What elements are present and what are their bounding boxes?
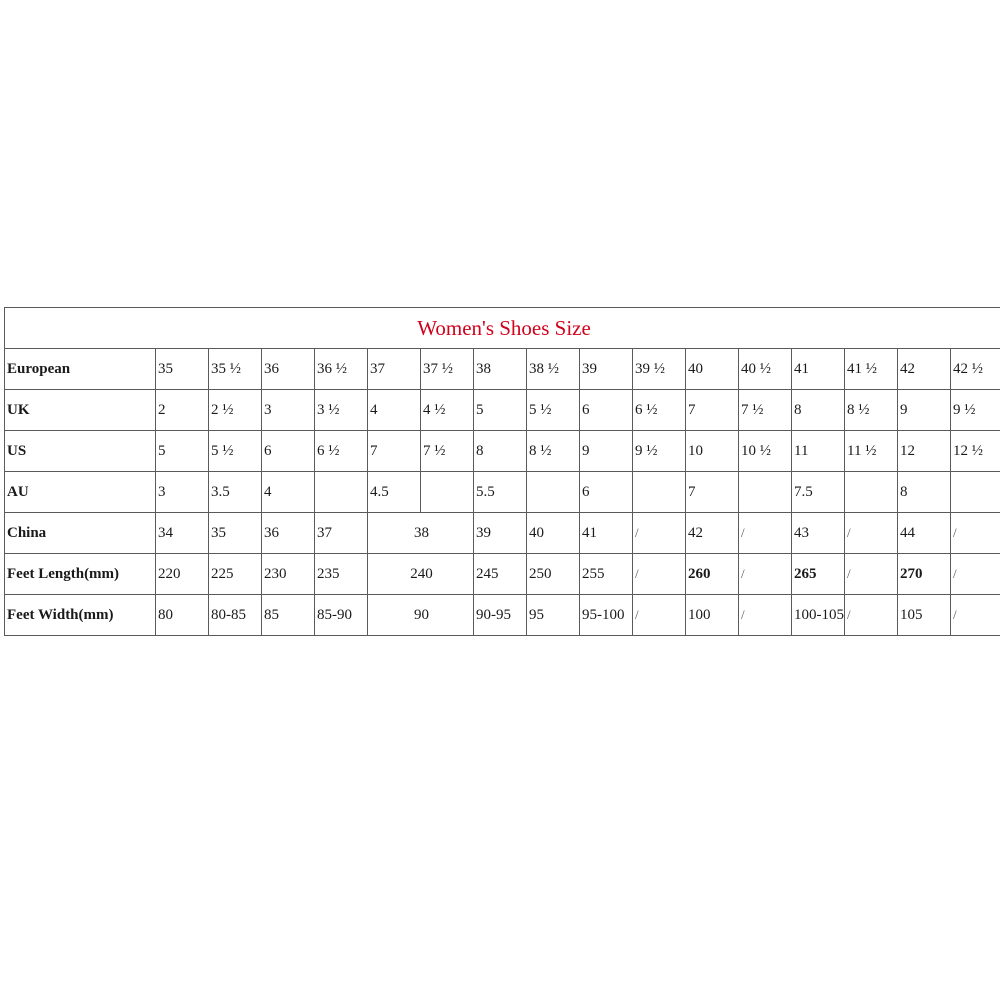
table-cell: 39 <box>580 349 633 390</box>
table-cell: 10 ½ <box>739 431 792 472</box>
table-cell: 3 <box>262 390 315 431</box>
table-cell: 5.5 <box>474 472 527 513</box>
table-cell: / <box>845 513 898 554</box>
table-row-au <box>5 472 1000 513</box>
table-row-us <box>5 431 1000 472</box>
table-row-uk <box>5 390 1000 431</box>
table-cell: 42 <box>686 513 739 554</box>
table-cell: 40 <box>527 513 580 554</box>
table-cell: 39 ½ <box>633 349 686 390</box>
table-cell: 9 <box>898 390 951 431</box>
table-cell: / <box>845 595 898 636</box>
table-cell: / <box>633 554 686 595</box>
table-cell: 43 <box>792 513 845 554</box>
table-cell: 225 <box>209 554 262 595</box>
table-cell: 11 <box>792 431 845 472</box>
table-cell: 34 <box>156 513 209 554</box>
table-cell: 39 <box>474 513 527 554</box>
table-cell: 38 ½ <box>527 349 580 390</box>
table-cell: 255 <box>580 554 633 595</box>
table-cell: 6 ½ <box>315 431 368 472</box>
table-cell: 3.5 <box>209 472 262 513</box>
table-cell: 100-105 <box>792 595 845 636</box>
table-cell: 270 <box>898 554 951 595</box>
table-cell: 41 <box>792 349 845 390</box>
table-cell: 95 <box>527 595 580 636</box>
table-cell: 265 <box>792 554 845 595</box>
row-label-au: AU <box>5 472 156 513</box>
table-cell <box>739 472 792 513</box>
table-cell: 235 <box>315 554 368 595</box>
table-cell: 12 <box>898 431 951 472</box>
table-cell: 260 <box>686 554 739 595</box>
table-cell: 3 <box>156 472 209 513</box>
table-cell: 6 <box>580 390 633 431</box>
table-cell: 7 ½ <box>421 431 474 472</box>
table-cell: / <box>739 554 792 595</box>
table-cell: / <box>739 595 792 636</box>
table-cell: 35 ½ <box>209 349 262 390</box>
row-label-european: European <box>5 349 156 390</box>
table-cell <box>315 472 368 513</box>
table-cell: / <box>633 513 686 554</box>
table-cell: 8 <box>792 390 845 431</box>
table-cell <box>527 472 580 513</box>
table-cell: 38 <box>368 513 474 554</box>
table-cell: 85-90 <box>315 595 368 636</box>
table-cell: / <box>951 554 1000 595</box>
table-cell: 7 <box>686 472 739 513</box>
table-cell: 90 <box>368 595 474 636</box>
table-cell: 9 ½ <box>951 390 1000 431</box>
table-cell: 100 <box>686 595 739 636</box>
table-cell: 41 <box>580 513 633 554</box>
table-cell: 37 ½ <box>421 349 474 390</box>
table-cell: 5 <box>474 390 527 431</box>
table-cell: 6 ½ <box>633 390 686 431</box>
table-cell <box>951 472 1000 513</box>
table-cell: 5 <box>156 431 209 472</box>
row-label-us: US <box>5 431 156 472</box>
table-cell: 44 <box>898 513 951 554</box>
table-cell: 4 ½ <box>421 390 474 431</box>
table-cell: 36 <box>262 513 315 554</box>
table-cell: 9 ½ <box>633 431 686 472</box>
table-cell: 11 ½ <box>845 431 898 472</box>
table-cell: 4 <box>262 472 315 513</box>
table-cell: 35 <box>209 513 262 554</box>
table-cell: 240 <box>368 554 474 595</box>
table-cell: 35 <box>156 349 209 390</box>
table-cell: 5 ½ <box>209 431 262 472</box>
table-cell: / <box>951 513 1000 554</box>
table-cell: 90-95 <box>474 595 527 636</box>
table-cell: 80-85 <box>209 595 262 636</box>
table-cell: 250 <box>527 554 580 595</box>
row-label-china: China <box>5 513 156 554</box>
table-cell: / <box>633 595 686 636</box>
chart-title: Women's Shoes Size <box>5 308 1000 349</box>
row-label-uk: UK <box>5 390 156 431</box>
table-cell: 8 <box>898 472 951 513</box>
table-cell: 4.5 <box>368 472 421 513</box>
table-cell: 80 <box>156 595 209 636</box>
table-cell: 2 ½ <box>209 390 262 431</box>
table-cell: 42 ½ <box>951 349 1000 390</box>
table-cell: 4 <box>368 390 421 431</box>
size-chart-table <box>4 307 1000 636</box>
table-cell: 105 <box>898 595 951 636</box>
table-cell: 6 <box>262 431 315 472</box>
table-row-european <box>5 349 1000 390</box>
table-cell: 5 ½ <box>527 390 580 431</box>
table-cell <box>633 472 686 513</box>
table-cell: / <box>845 554 898 595</box>
table-cell: 7 <box>368 431 421 472</box>
table-cell: / <box>951 595 1000 636</box>
table-cell <box>421 472 474 513</box>
table-cell: 38 <box>474 349 527 390</box>
row-label-feet-width: Feet Width(mm) <box>5 595 156 636</box>
table-row-china <box>5 513 1000 554</box>
table-cell: 6 <box>580 472 633 513</box>
table-row-feet-length <box>5 554 1000 595</box>
table-cell: 37 <box>368 349 421 390</box>
table-cell: 230 <box>262 554 315 595</box>
table-cell: 41 ½ <box>845 349 898 390</box>
table-cell: 7.5 <box>792 472 845 513</box>
title-row <box>5 308 1000 349</box>
table-cell: 10 <box>686 431 739 472</box>
table-cell: 7 ½ <box>739 390 792 431</box>
table-cell: 40 <box>686 349 739 390</box>
table-cell: 220 <box>156 554 209 595</box>
table-cell: 36 <box>262 349 315 390</box>
table-cell: 2 <box>156 390 209 431</box>
table-cell <box>845 472 898 513</box>
table-cell: 7 <box>686 390 739 431</box>
table-cell: 40 ½ <box>739 349 792 390</box>
table-cell: 36 ½ <box>315 349 368 390</box>
table-cell: 245 <box>474 554 527 595</box>
table-cell: 3 ½ <box>315 390 368 431</box>
table-cell: 42 <box>898 349 951 390</box>
table-row-feet-width <box>5 595 1000 636</box>
table-cell: 8 <box>474 431 527 472</box>
row-label-feet-length: Feet Length(mm) <box>5 554 156 595</box>
table-cell: 85 <box>262 595 315 636</box>
table-cell: 95-100 <box>580 595 633 636</box>
table-cell: 8 ½ <box>845 390 898 431</box>
table-cell: 12 ½ <box>951 431 1000 472</box>
table-cell: 8 ½ <box>527 431 580 472</box>
table-cell: 37 <box>315 513 368 554</box>
table-cell: / <box>739 513 792 554</box>
table-cell: 9 <box>580 431 633 472</box>
